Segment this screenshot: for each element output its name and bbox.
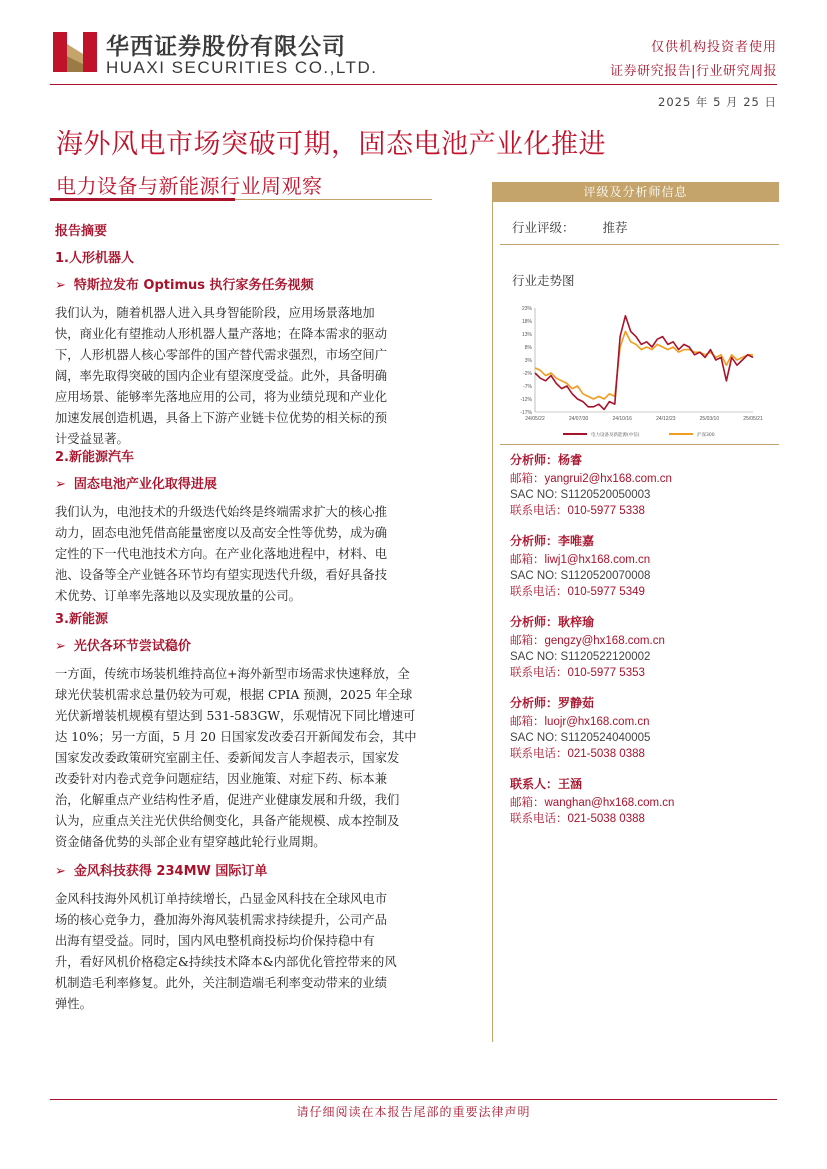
analyst-card: [510, 452, 672, 519]
analyst-email[interactable]: 邮箱：luojr@hx168.com.cn: [510, 716, 650, 728]
subtitle-accent: [50, 198, 235, 201]
industry-rating: [512, 218, 628, 236]
summary-heading: 报告摘要: [55, 224, 108, 239]
sidebar-divider: [500, 444, 779, 445]
analyst-phone: 联系电话：010-5977 5353: [510, 667, 645, 679]
rating-label: 行业评级：: [512, 220, 575, 235]
analyst-sac: SAC NO: S1120524040005: [510, 732, 651, 744]
contact-name: 联系人：王涵: [510, 777, 583, 791]
analyst-name: 分析师：罗静茹: [510, 696, 595, 710]
audience-note: 仅供机构投资者使用: [650, 40, 777, 55]
y-tick-label: 18%: [521, 319, 532, 325]
analyst-phone: 联系电话：010-5977 5338: [510, 505, 645, 517]
y-tick-label: -2%: [523, 371, 532, 377]
section-bullet-1: ➢ 特斯拉发布 Optimus 执行家务任务视频: [55, 278, 314, 293]
section-title-1: 1.人形机器人: [55, 251, 134, 266]
y-tick-label: 8%: [524, 345, 532, 351]
analyst-email[interactable]: 邮箱：yangrui2@hx168.com.cn: [510, 473, 672, 485]
contact-email[interactable]: 邮箱：wanghan@hx168.com.cn: [510, 797, 675, 809]
sidebar-divider: [500, 244, 779, 245]
rating-value: 推荐: [602, 220, 628, 235]
huaxi-logo-icon: [53, 30, 97, 74]
legal-notice: 请仔细阅读在本报告尾部的重要法律声明: [296, 1105, 531, 1119]
section-bullet-4: ➢ 金风科技获得 234MW 国际订单: [55, 864, 268, 879]
analyst-name: 分析师：李唯嘉: [510, 534, 595, 548]
section-title-3: 3.新能源: [55, 612, 108, 627]
section-paragraph-1: 我们认为，随着机器人进入具身智能阶段，应用场景落地加 快，商业化有望推动人形机器人量产落地；在降本需求的驱动 下，人形机器人核心零部件的国产替代需求强烈，市场空间广 阔，率先取得突破的国内企业有望深度受益。此外，具备明确 应用场景、能够率先落地应用的公司，将为业绩兑现和产业化 加速发展创造机遇，具备上下游产业链卡位优势的相关标的预 计受益显著。: [55, 306, 388, 446]
arrow-bullet-icon: ➢: [55, 477, 66, 492]
y-tick-label: 13%: [521, 332, 532, 338]
section-bullet-2: ➢ 固态电池产业化取得进展: [55, 477, 217, 492]
y-tick-label: 23%: [521, 306, 532, 312]
section-paragraph-2: 我们认为，电池技术的升级迭代始终是终端需求扩大的核心推 动力，固态电池凭借高能量密度以及高安全性等优势，成为确 定性的下一代电池技术方向。在产业化落地进程中，材料、电 池、设备等全产业链各环节均有望实现迭代升级，看好具备技 术优势、订单率先落地以及实现放量的公司。: [55, 505, 388, 603]
analyst-card: [510, 614, 665, 681]
section-bullet-3: ➢ 光伏各环节尝试稳价: [55, 639, 191, 654]
trend-chart: [503, 300, 769, 448]
page-subtitle: 电力设备与新能源行业周观察: [56, 174, 323, 198]
legend-label: 沪深300: [697, 433, 715, 438]
x-tick-label: 24/10/16: [612, 416, 632, 422]
analyst-sac: SAC NO: S1120520050003: [510, 489, 651, 501]
analyst-email[interactable]: 邮箱：liwj1@hx168.com.cn: [510, 554, 651, 566]
x-tick-label: 24/07/30: [568, 416, 589, 422]
series-line-csi300: [535, 331, 753, 399]
analyst-phone: 联系电话：021-5038 0388: [510, 748, 645, 760]
analyst-card: [510, 533, 650, 600]
company-name-en: HUAXI SECURITIES CO.,LTD.: [106, 58, 378, 77]
y-tick-label: -12%: [520, 397, 532, 403]
analyst-name: 分析师：耿梓瑜: [510, 615, 595, 629]
x-tick-label: 24/05/22: [525, 416, 545, 422]
x-tick-label: 25/05/21: [743, 416, 763, 422]
analyst-sac: SAC NO: S1120522120002: [510, 651, 651, 663]
arrow-bullet-icon: ➢: [55, 864, 66, 879]
trend-chart-title: 行业走势图: [512, 273, 575, 288]
series-line-sector: [535, 316, 753, 410]
company-name-cn: 华西证券股份有限公司: [106, 33, 346, 60]
x-tick-label: 24/12/23: [656, 416, 676, 422]
page-title: 海外风电市场突破可期，固态电池产业化推进: [56, 129, 606, 160]
header-divider: [50, 84, 777, 85]
arrow-bullet-icon: ➢: [55, 278, 66, 293]
arrow-bullet-icon: ➢: [55, 639, 66, 654]
x-tick-label: 25/03/10: [699, 416, 720, 422]
contact-phone: 联系电话：021-5038 0388: [510, 813, 645, 825]
section-title-2: 2.新能源汽车: [55, 450, 134, 465]
report-date: 2025 年 5 月 25 日: [658, 95, 777, 109]
analyst-name: 分析师：杨睿: [510, 453, 583, 467]
section-paragraph-4: 金风科技海外风机订单持续增长，凸显金风科技在全球风电市 场的核心竞争力，叠加海外海风装机需求持续提升，公司产品 出海有望受益。同时，国内风电整机商投标均价保持稳中有 升，看好风机价格稳定&持续技术降本&内部优化管控带来的风 机制造毛利率修复。此外，关注制造端毛利率变动带来的业绩 弹性。: [55, 892, 397, 1011]
analyst-card: [510, 695, 650, 762]
analyst-email[interactable]: 邮箱：gengzy@hx168.com.cn: [510, 635, 665, 647]
analyst-sac: SAC NO: S1120520070008: [510, 570, 651, 582]
y-tick-label: 3%: [524, 358, 532, 364]
analyst-phone: 联系电话：010-5977 5349: [510, 586, 645, 598]
y-tick-label: -7%: [523, 384, 532, 390]
report-type: 证券研究报告|行业研究周报: [610, 64, 777, 79]
footer-divider: [50, 1099, 777, 1100]
y-tick-label: -17%: [520, 410, 532, 416]
legend-label: 电力设备及新能源(中信): [591, 433, 640, 438]
section-paragraph-3: 一方面，传统市场装机维持高位+海外新型市场需求快速释放，全 球光伏装机需求总量仍较为可观，根据 CPIA 预测，2025 年全球 光伏新增装机规模有望达到 531-583GW，乐观情况下同比增速可 达 10%；另一方面，5 月 20 日国家发改委召开新闻发布会，其中 国家发改委政策研究室副主任、委新闻发言人李超表示，国家发 改委针对内卷式竞争问题症结，因业施策、对症下药、标本兼 治，化解重点产业结构性矛盾，促进产业健康发展和升级，我们 认为，应重点关注光伏供给侧变化，具备产能规模、成本控制及 资金储备优势的头部企业有望穿越此轮行业周期。: [55, 667, 417, 849]
sidebar-header: 评级及分析师信息: [492, 182, 779, 202]
contact-card: [510, 776, 674, 827]
